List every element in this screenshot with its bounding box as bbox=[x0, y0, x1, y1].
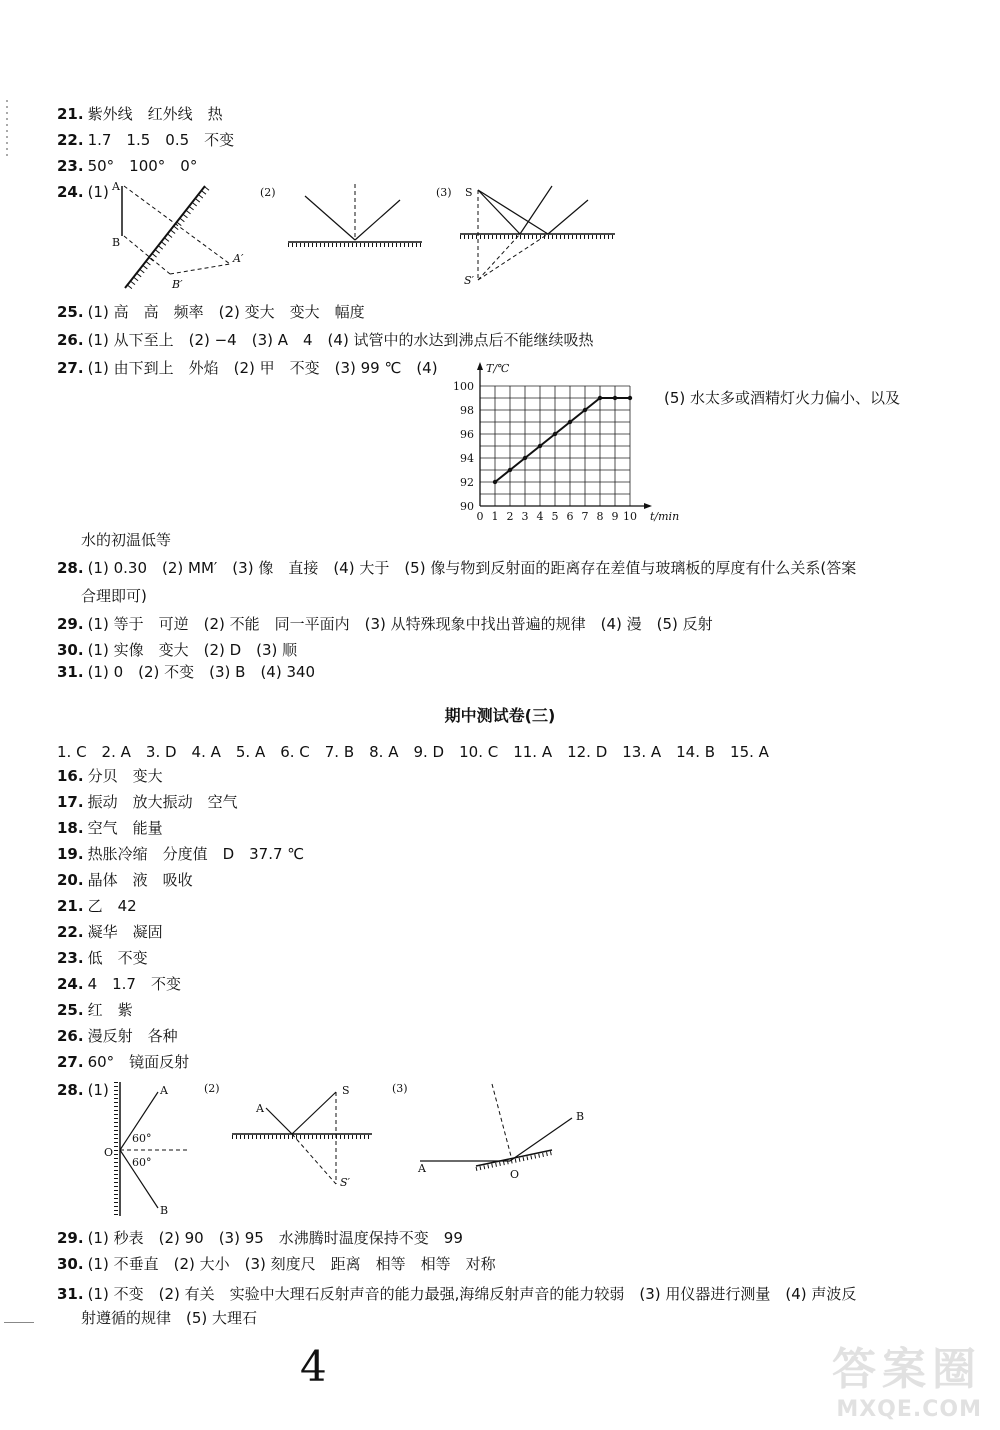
question-number: 28. bbox=[57, 559, 84, 577]
answer-text: 水的初温低等 bbox=[81, 531, 172, 549]
answer-line bbox=[57, 742, 769, 762]
question-number: 26. bbox=[57, 331, 84, 349]
svg-text:A: A bbox=[418, 1162, 426, 1175]
data-point bbox=[613, 396, 617, 400]
binding-margin-marks bbox=[6, 100, 8, 160]
answer-line bbox=[57, 330, 594, 350]
answer-text: (1) 不变 (2) 有关 实验中大理石反射声音的能力最强,海绵反射声音的能力较弱 (3) 用仪器进行测量 (4) 声波反 bbox=[87, 1285, 857, 1303]
answer-text: 射遵循的规律 (5) 大理石 bbox=[81, 1309, 258, 1327]
page-number: 4 bbox=[300, 1342, 327, 1391]
footer-rule bbox=[4, 1322, 34, 1323]
data-point bbox=[508, 468, 512, 472]
answer-text: (1) 等于 可逆 (2) 不能 同一平面内 (3) 从特殊现象中找出普遍的规律 (4) 漫 (5) 反射 bbox=[87, 615, 713, 633]
svg-text:S: S bbox=[342, 1084, 350, 1097]
data-point bbox=[583, 408, 587, 412]
x-tick-label: 6 bbox=[566, 510, 574, 523]
answer-line bbox=[57, 640, 297, 660]
answer-text: (1) 0 (2) 不变 (3) B (4) 340 bbox=[87, 663, 316, 681]
answer-line bbox=[57, 1254, 496, 1274]
data-point bbox=[628, 396, 632, 400]
x-tick-label: 3 bbox=[521, 510, 529, 523]
fig24-label-3: (3) bbox=[436, 186, 452, 199]
answer-text: (1) 不垂直 (2) 大小 (3) 刻度尺 距离 相等 相等 对称 bbox=[87, 1255, 496, 1273]
answer-text: 合理即可) bbox=[81, 587, 147, 605]
y-tick-label: 92 bbox=[460, 476, 474, 489]
question-number: 28. bbox=[57, 1081, 84, 1099]
question-number: 29. bbox=[57, 615, 84, 633]
question-number: 30. bbox=[57, 641, 84, 659]
watermark-logo-text: 答案圈 bbox=[832, 1344, 982, 1395]
answer-line bbox=[57, 614, 713, 634]
answer-line bbox=[81, 530, 171, 550]
question-number: 25. bbox=[57, 1001, 84, 1019]
svg-text:B′: B′ bbox=[172, 278, 183, 291]
answer-line bbox=[57, 766, 163, 786]
answer-line bbox=[57, 130, 234, 150]
answer-line bbox=[57, 948, 148, 968]
svg-text:B: B bbox=[160, 1204, 169, 1217]
data-point bbox=[538, 444, 542, 448]
question-number: 17. bbox=[57, 793, 84, 811]
fig24-part1 bbox=[111, 180, 244, 291]
question-number: 21. bbox=[57, 105, 84, 123]
answer-line bbox=[57, 1052, 189, 1072]
answer-line bbox=[57, 818, 163, 838]
x-axis-arrow bbox=[644, 503, 652, 509]
x-tick-label: 1 bbox=[491, 510, 499, 523]
data-point bbox=[553, 432, 557, 436]
svg-text:A′: A′ bbox=[233, 252, 244, 265]
data-point bbox=[523, 456, 527, 460]
question-number: 22. bbox=[57, 923, 84, 941]
svg-text:O: O bbox=[104, 1146, 114, 1159]
y-axis-arrow bbox=[477, 362, 483, 370]
svg-text:S′: S′ bbox=[464, 274, 475, 287]
fig28-part2 bbox=[204, 1082, 372, 1189]
fig28-angle-lower: 60° bbox=[132, 1156, 152, 1169]
answer-text: (1) 由下到上 外焰 (2) 甲 不变 (3) 99 ℃ (4) bbox=[87, 359, 438, 377]
answer-text: 空气 能量 bbox=[87, 819, 163, 837]
question-number: 27. bbox=[57, 359, 84, 377]
question-number: 16. bbox=[57, 767, 84, 785]
question-number: 24. bbox=[57, 183, 84, 201]
q27-temperature-chart bbox=[436, 356, 680, 526]
answer-text: (1) 0.30 (2) MM′ (3) 像 直接 (4) 大于 (5) 像与物到反射面的距离存在差值与玻璃板的厚度有什么关系(答案 bbox=[87, 559, 857, 577]
answer-line bbox=[57, 922, 163, 942]
figure-24-diagrams bbox=[100, 178, 630, 298]
answer-line bbox=[57, 896, 137, 916]
answer-text: 乙 42 bbox=[87, 897, 137, 915]
answer-text: (1) 高 高 频率 (2) 变大 变大 幅度 bbox=[87, 303, 365, 321]
question-number: 18. bbox=[57, 819, 84, 837]
answer-text: 晶体 液 吸收 bbox=[87, 871, 193, 889]
answer-line bbox=[57, 1284, 856, 1304]
answer-text: 红 紫 bbox=[87, 1001, 133, 1019]
data-point bbox=[493, 480, 497, 484]
answer-text: 凝华 凝固 bbox=[87, 923, 163, 941]
question-number: 25. bbox=[57, 303, 84, 321]
answer-line bbox=[57, 1026, 178, 1046]
question-number: 19. bbox=[57, 845, 84, 863]
answer-line bbox=[57, 1000, 133, 1020]
svg-text:S′: S′ bbox=[340, 1176, 351, 1189]
fig24-part2 bbox=[260, 184, 422, 245]
question-number: 24. bbox=[57, 975, 84, 993]
x-tick-label: 8 bbox=[596, 510, 604, 523]
svg-text:A: A bbox=[112, 180, 120, 193]
x-tick-label: 9 bbox=[611, 510, 619, 523]
svg-text:B: B bbox=[576, 1110, 585, 1123]
answer-line bbox=[57, 792, 238, 812]
y-tick-label: 96 bbox=[460, 428, 474, 441]
x-tick-label: 4 bbox=[536, 510, 544, 523]
section-title: 期中测试卷(三) bbox=[444, 706, 556, 725]
svg-text:O: O bbox=[510, 1168, 520, 1181]
fig28-angle-upper: 60° bbox=[132, 1132, 152, 1145]
answer-text: 振动 放大振动 空气 bbox=[87, 793, 238, 811]
question-number: 22. bbox=[57, 131, 84, 149]
question-number: 26. bbox=[57, 1027, 84, 1045]
fig28-part1 bbox=[104, 1082, 190, 1217]
x-tick-label: 10 bbox=[623, 510, 637, 523]
answer-text: 漫反射 各种 bbox=[87, 1027, 178, 1045]
question-number: 31. bbox=[57, 663, 84, 681]
answer-line bbox=[81, 1308, 257, 1328]
answer-text: 热胀冷缩 分度值 D 37.7 ℃ bbox=[87, 845, 305, 863]
answer-text: (1) bbox=[87, 1081, 109, 1099]
answer-line bbox=[57, 974, 181, 994]
answer-text: 4 1.7 不变 bbox=[87, 975, 181, 993]
answer-text: (1) 从下至上 (2) −4 (3) A 4 (4) 试管中的水达到沸点后不能继续吸热 bbox=[87, 331, 594, 349]
question-number: 23. bbox=[57, 157, 84, 175]
x-tick-label: 0 bbox=[476, 510, 484, 523]
question-number: 31. bbox=[57, 1285, 84, 1303]
svg-text:S: S bbox=[465, 186, 473, 199]
answer-line bbox=[57, 1228, 463, 1248]
y-axis-label: T/℃ bbox=[486, 362, 510, 375]
answer-text: 60° 镜面反射 bbox=[87, 1053, 190, 1071]
answer-line bbox=[57, 844, 304, 864]
svg-text:A: A bbox=[256, 1102, 264, 1115]
data-point bbox=[568, 420, 572, 424]
answer-text: (1) bbox=[87, 183, 109, 201]
fig24-part3 bbox=[436, 186, 615, 287]
x-axis-label: t/min bbox=[650, 510, 680, 523]
fig28-label-2: (2) bbox=[204, 1082, 220, 1095]
watermark-url: MXQE.COM bbox=[836, 1397, 982, 1422]
answer-text: 1. C 2. A 3. D 4. A 5. A 6. C 7. B 8. A 9. D 10. C 11. A 12. D 13. A 14. B 15. A bbox=[57, 743, 769, 761]
answer-line bbox=[57, 558, 856, 578]
series-line bbox=[495, 398, 630, 482]
answer-line bbox=[57, 104, 223, 124]
question-number: 29. bbox=[57, 1229, 84, 1247]
question-number: 30. bbox=[57, 1255, 84, 1273]
answer-line bbox=[57, 156, 197, 176]
question-number: 23. bbox=[57, 949, 84, 967]
answer-line bbox=[57, 662, 315, 682]
figure-28-diagrams bbox=[100, 1080, 620, 1220]
answer-text: 分贝 变大 bbox=[87, 767, 163, 785]
q27-answer-5: (5) 水太多或酒精灯火力偏小、以及 bbox=[664, 389, 901, 407]
fig24-label-2: (2) bbox=[260, 186, 276, 199]
svg-text:A: A bbox=[160, 1084, 168, 1097]
answer-text: 1.7 1.5 0.5 不变 bbox=[87, 131, 235, 149]
answer-text: 低 不变 bbox=[87, 949, 148, 967]
answer-text: (1) 实像 变大 (2) D (3) 顺 bbox=[87, 641, 298, 659]
x-tick-label: 7 bbox=[581, 510, 589, 523]
answer-line bbox=[57, 358, 438, 378]
answer-line bbox=[81, 586, 147, 606]
y-tick-label: 100 bbox=[453, 380, 474, 393]
y-tick-label: 98 bbox=[460, 404, 474, 417]
answer-text: 50° 100° 0° bbox=[87, 157, 198, 175]
data-point bbox=[598, 396, 602, 400]
y-tick-label: 94 bbox=[460, 452, 474, 465]
y-tick-label: 90 bbox=[460, 500, 474, 513]
fig28-part3 bbox=[392, 1082, 584, 1181]
svg-text:B: B bbox=[112, 236, 121, 249]
answer-text: (1) 秒表 (2) 90 (3) 95 水沸腾时温度保持不变 99 bbox=[87, 1229, 463, 1247]
answer-line bbox=[57, 870, 193, 890]
x-tick-label: 5 bbox=[551, 510, 559, 523]
x-tick-label: 2 bbox=[506, 510, 514, 523]
watermark bbox=[832, 1333, 982, 1422]
answer-line bbox=[57, 302, 365, 322]
question-number: 20. bbox=[57, 871, 84, 889]
fig28-label-3: (3) bbox=[392, 1082, 408, 1095]
question-number: 21. bbox=[57, 897, 84, 915]
question-number: 27. bbox=[57, 1053, 84, 1071]
answer-text: 紫外线 红外线 热 bbox=[87, 105, 223, 123]
